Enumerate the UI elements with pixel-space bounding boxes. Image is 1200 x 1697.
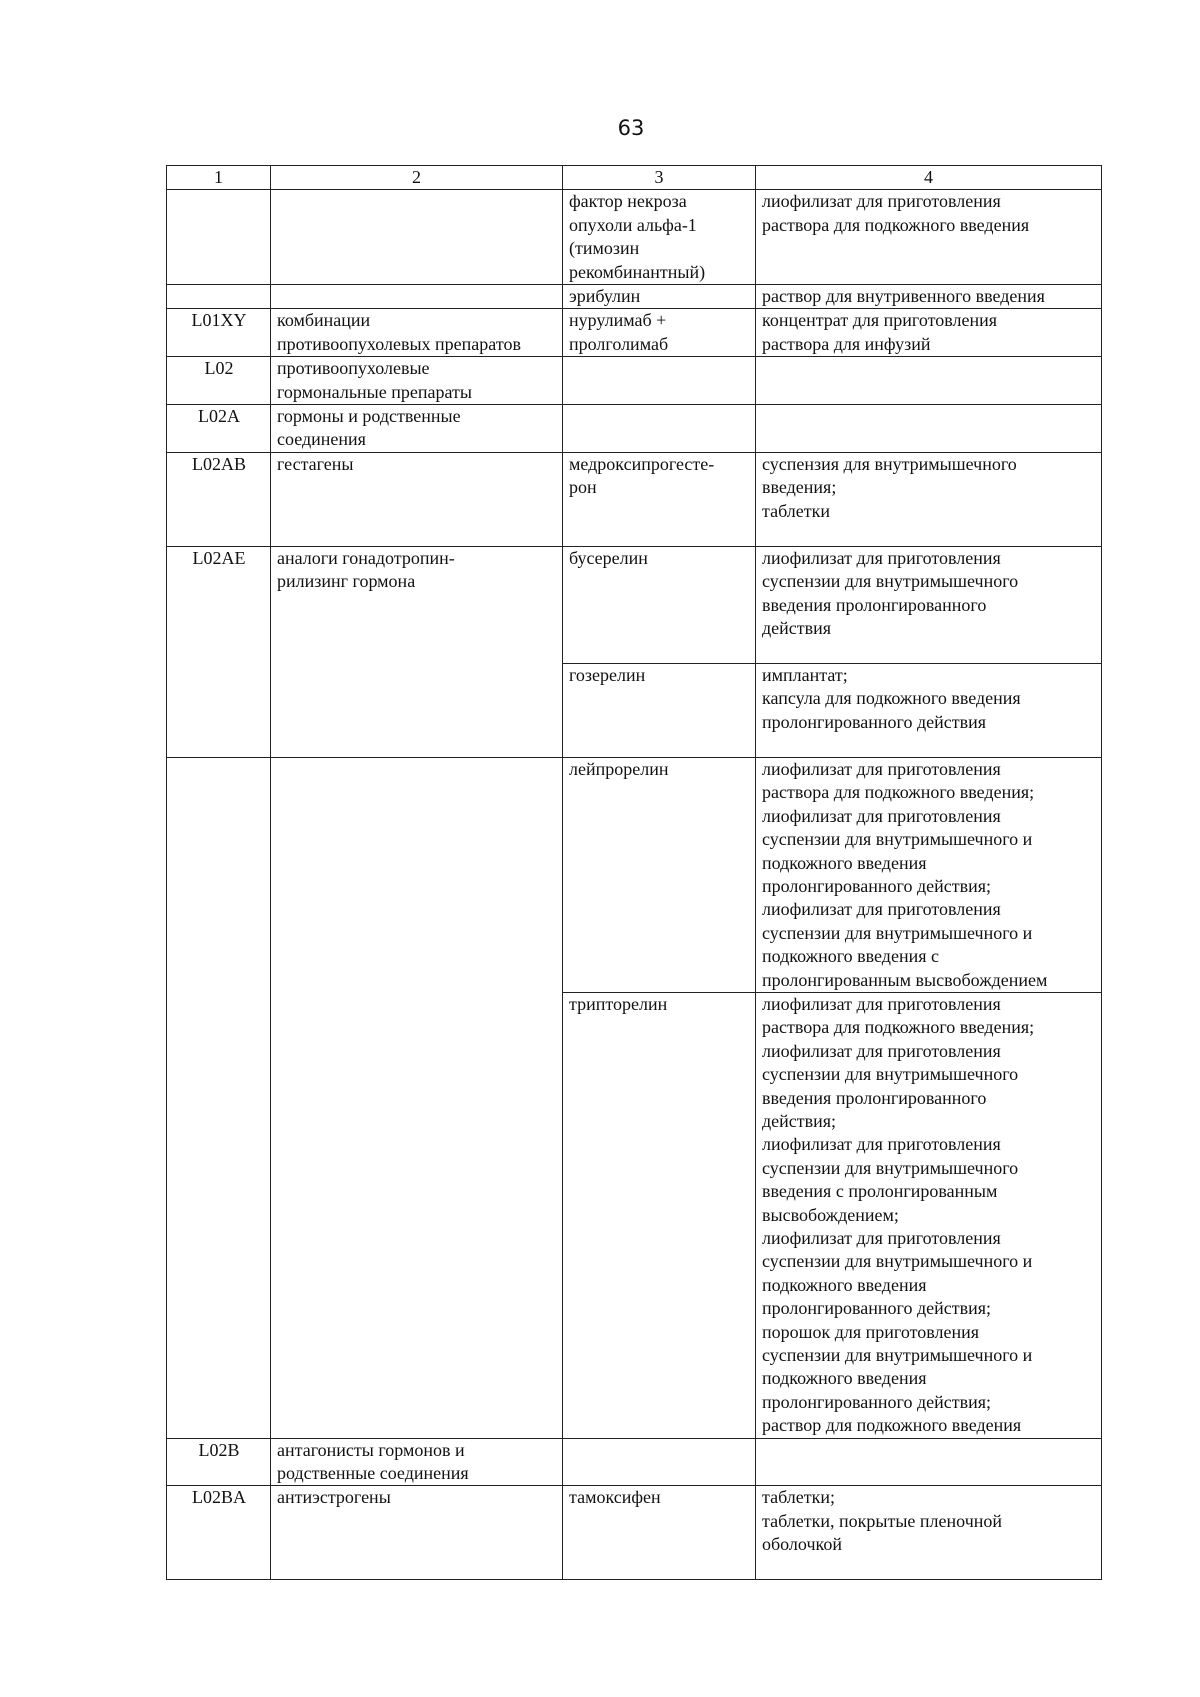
table-row xyxy=(167,405,1102,453)
atc-code-cell xyxy=(167,285,271,309)
atc-code-cell: L01XY xyxy=(167,309,271,357)
atc-code-cell: L02AB xyxy=(167,452,271,546)
table-row xyxy=(167,309,1102,357)
group-cell: комбинации противоопухолевых препаратов xyxy=(271,309,563,357)
forms-cell: имплантат; капсула для подкожного введения пролонгированного действия xyxy=(756,663,1102,757)
drug-cell: эрибулин xyxy=(563,285,756,309)
atc-code-cell: L02 xyxy=(167,357,271,405)
forms-cell: лиофилизат для приготовления раствора для подкожного введения xyxy=(756,190,1102,285)
table-row xyxy=(167,452,1102,546)
drug-cell: бусерелин xyxy=(563,546,756,663)
forms-cell: суспензия для внутримышечного введения; таблетки xyxy=(756,452,1102,546)
drug-cell: тамоксифен xyxy=(563,1486,756,1580)
atc-code-cell: L02AE xyxy=(167,546,271,757)
drug-cell: трипторелин xyxy=(563,992,756,1438)
drug-cell: нурулимаб + пролголимаб xyxy=(563,309,756,357)
forms-cell: лиофилизат для приготовления суспензии для внутримышечного введения пролонгированного действия xyxy=(756,546,1102,663)
group-cell: противоопухолевые гормональные препараты xyxy=(271,357,563,405)
drug-cell: гозерелин xyxy=(563,663,756,757)
table-row xyxy=(167,546,1102,663)
medication-table xyxy=(166,165,1102,1580)
atc-code-cell xyxy=(167,757,271,1438)
group-cell xyxy=(271,757,563,1438)
table-row xyxy=(167,757,1102,992)
group-cell: антиэстрогены xyxy=(271,1486,563,1580)
atc-code-cell xyxy=(167,190,271,285)
column-header-forms: 4 xyxy=(756,166,1102,190)
group-cell: аналоги гонадотропин- рилизинг гормона xyxy=(271,546,563,757)
drug-cell xyxy=(563,357,756,405)
group-cell: гестагены xyxy=(271,452,563,546)
forms-cell: таблетки; таблетки, покрытые пленочной оболочкой xyxy=(756,1486,1102,1580)
forms-cell: концентрат для приготовления раствора для инфузий xyxy=(756,309,1102,357)
forms-cell: лиофилизат для приготовления раствора для подкожного введения; лиофилизат для приготовления суспензии для внутримышечного и подкожного введения пролонгированного действия; лиофилизат для приготовления суспензии для внутримышечного и подкожного введения с пролонгированным высвобождением xyxy=(756,757,1102,992)
forms-cell xyxy=(756,1438,1102,1486)
drug-cell: медроксипрогесте- рон xyxy=(563,452,756,546)
forms-cell xyxy=(756,405,1102,453)
page-number: 63 xyxy=(617,116,645,140)
table-row xyxy=(167,357,1102,405)
atc-code-cell: L02B xyxy=(167,1438,271,1486)
forms-cell: лиофилизат для приготовления раствора для подкожного введения; лиофилизат для приготовления суспензии для внутримышечного введения пролонгированного действия; лиофилизат для приготовления суспензии для внутримышечного введения с пролонгированным высвобождением; лиофилизат для приготовления суспензии для внутримышечного и подкожного введения пролонгированного действия; порошок для приготовления суспензии для внутримышечного и подкожного введения пролонгированного действия; раствор для подкожного введения xyxy=(756,992,1102,1438)
forms-cell: раствор для внутривенного введения xyxy=(756,285,1102,309)
atc-code-cell: L02A xyxy=(167,405,271,453)
group-cell xyxy=(271,190,563,285)
drug-cell: лейпрорелин xyxy=(563,757,756,992)
drug-cell: фактор некроза опухоли альфа-1 (тимозин рекомбинантный) xyxy=(563,190,756,285)
drug-cell xyxy=(563,405,756,453)
column-header-drug: 3 xyxy=(563,166,756,190)
atc-code-cell: L02BA xyxy=(167,1486,271,1580)
group-cell: антагонисты гормонов и родственные соединения xyxy=(271,1438,563,1486)
table-row xyxy=(167,1486,1102,1580)
column-header-group: 2 xyxy=(271,166,563,190)
column-header-code: 1 xyxy=(167,166,271,190)
group-cell: гормоны и родственные соединения xyxy=(271,405,563,453)
table-row xyxy=(167,190,1102,285)
table-row xyxy=(167,285,1102,309)
drug-cell xyxy=(563,1438,756,1486)
table-row xyxy=(167,1438,1102,1486)
group-cell xyxy=(271,285,563,309)
table-header-row xyxy=(167,166,1102,190)
forms-cell xyxy=(756,357,1102,405)
